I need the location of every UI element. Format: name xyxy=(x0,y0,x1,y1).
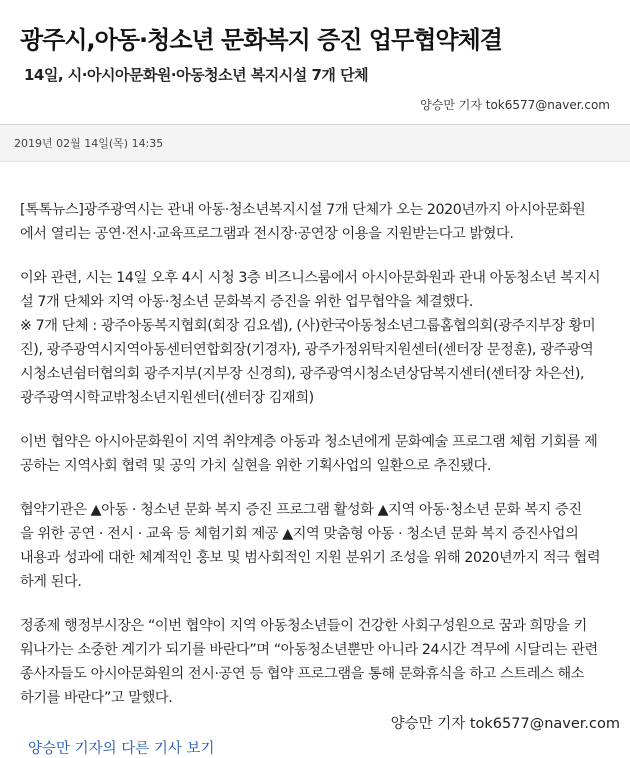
paragraph-line: 시청소년쉼터협의회 광주지부(지부장 신경희), 광주광역시청소년상담복지센터(센터장 차은선), xyxy=(20,366,585,382)
dateline-bar xyxy=(0,124,630,162)
publish-date: 2019년 02월 14일(목) 14:35 xyxy=(14,137,164,150)
paragraph-line: 종사자들도 아시아문화원의 전시·공연 등 협약 프로그램을 통해 문화휴식을 하고 스트레스 해소 xyxy=(20,666,585,682)
paragraph-line: 공하는 지역사회 협력 및 공익 가치 실현을 위한 기획사업의 일환으로 추진됐다. xyxy=(20,458,491,474)
paragraph-line: [톡톡뉴스]광주광역시는 관내 아동·청소년복지시설 7개 단체가 오는 2020년까지 아시아문화원 xyxy=(20,202,586,218)
paragraph-line: 설 7개 단체와 지역 아동·청소년 문화복지 증진을 위한 업무협약을 체결했다. xyxy=(20,294,473,310)
paragraph-line: 협약기관은 ▲아동 · 청소년 문화 복지 증진 프로그램 활성화 ▲지역 아동·청소년 문화 복지 증진 xyxy=(20,502,582,518)
article-subtitle: 14일, 시·아시아문화원·아동청소년 복지시설 7개 단체 xyxy=(24,66,369,84)
paragraph-line: 진), 광주광역시지역아동센터연합회장(기경자), 광주가정위탁지원센터(센터장 문정훈), 광주광역 xyxy=(20,342,594,358)
article-paragraph xyxy=(20,614,620,710)
paragraph-line: 하게 된다. xyxy=(20,574,82,590)
paragraph-line: 정종제 행정부시장은 “이번 협약이 지역 아동청소년들이 건강한 사회구성원으로 꿈과 희망을 키 xyxy=(20,618,587,634)
paragraph-line: 워나가는 소중한 계기가 되기를 바란다”며 “아동청소년뿐만 아니라 24시간 격무에 시달리는 관련 xyxy=(20,642,598,658)
more-articles-link[interactable]: 양승만 기자의 다른 기사 보기 xyxy=(28,741,215,757)
paragraph-line: ※ 7개 단체 : 광주아동복지협회(회장 김요셉), (사)한국아동청소년그룹홈협의회(광주지부장 황미 xyxy=(20,318,596,334)
paragraph-line: 을 위한 공연 · 전시 · 교육 등 체험기회 제공 ▲지역 맞춤형 아동 · 청소년 문화 복지 증진사업의 xyxy=(20,526,579,542)
paragraph-line: 에서 열리는 공연·전시·교육프로그램과 전시장·공연장 이용을 지원받는다고 밝혔다. xyxy=(20,226,514,242)
paragraph-line: 광주광역시학교밖청소년지원센터(센터장 김재희) xyxy=(20,390,314,406)
article-paragraph xyxy=(20,266,620,410)
article-paragraph xyxy=(20,498,620,594)
article-paragraph xyxy=(20,198,620,246)
article-title: 광주시,아동·청소년 문화복지 증진 업무협약체결 xyxy=(20,26,502,54)
article-paragraph xyxy=(20,430,620,478)
reporter-byline-bottom: 양승만 기자 tok6577@naver.com xyxy=(390,716,620,732)
reporter-byline-top: 양승만 기자 tok6577@naver.com xyxy=(420,98,610,112)
paragraph-line: 이와 관련, 시는 14일 오후 4시 시청 3층 비즈니스룸에서 아시아문화원과 관내 아동청소년 복지시 xyxy=(20,270,601,286)
paragraph-line: 내용과 성과에 대한 체계적인 홍보 및 범사회적인 지원 분위기 조성을 위해 2020년까지 적극 협력 xyxy=(20,550,601,566)
paragraph-line: 하기를 바란다”고 말했다. xyxy=(20,690,173,706)
article-body xyxy=(20,198,620,730)
paragraph-line: 이번 협약은 아시아문화원이 지역 취약계층 아동과 청소년에게 문화예술 프로그램 체험 기회를 제 xyxy=(20,434,598,450)
